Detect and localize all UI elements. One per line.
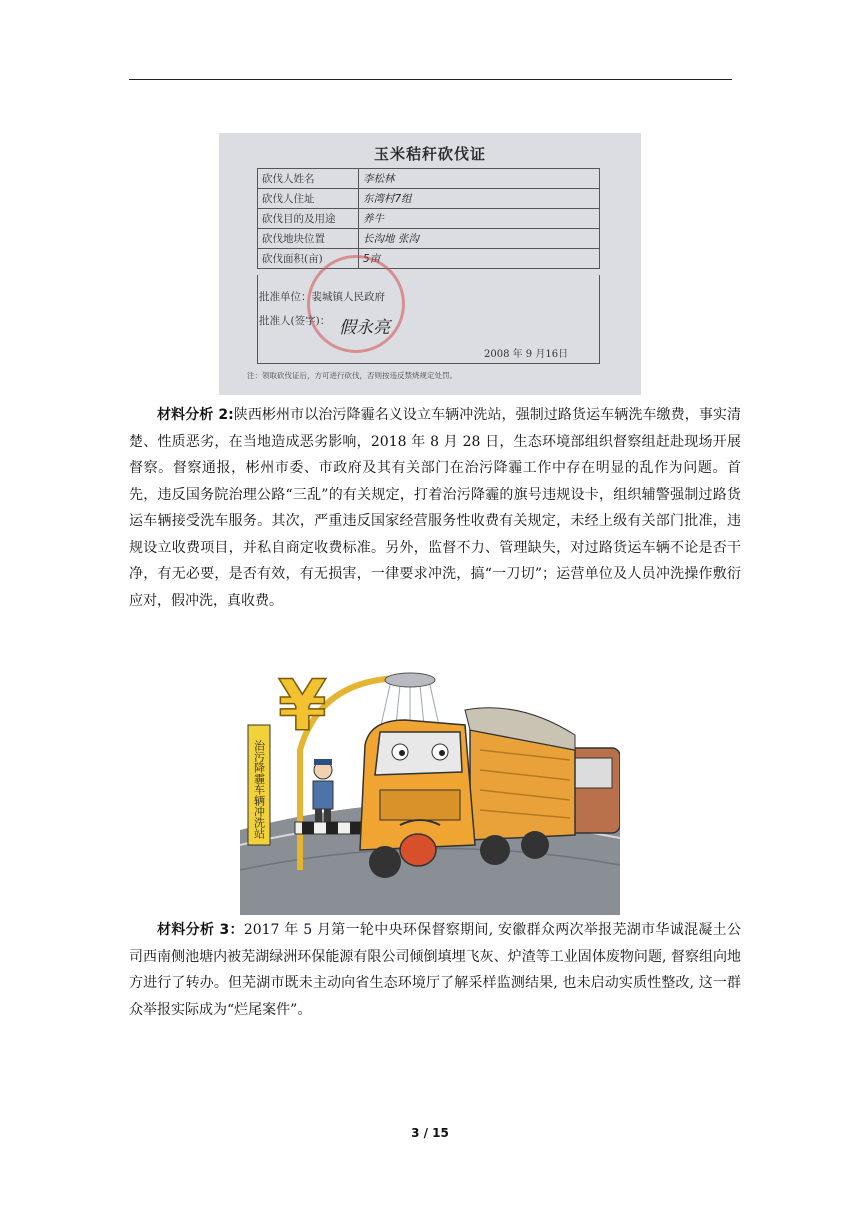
paragraph-text: 陕西彬州市以治污降霾名义设立车辆冲洗站，强制过路货运车辆洗车缴费，事实清楚、性质恶劣，在当地造成恶劣影响，2018 年 8 月 28 日，生态环境部组织督察组赶赴现场开展督察。督察通报，彬州市委、市政府及其有关部门在治污降霾工作中存在明显的乱作为问题。首先，违反国务院治理公路“三乱”的有关规定，打着治污降霾的旗号违规设卡，组织辅警强制过路货运车辆接受洗车服务。其次，严重违反国家经营服务性收费有关规定，未经上级有关部门批准，违规设立收费项目，并私自商定收费标准。另外，监督不力、管理缺失，对过路货运车辆不论是否干净，有无必要，是否有效，有无损害，一律要求冲洗，搞“一刀切”；运营单位及人员冲洗操作敷衍应对，假冲洗，真收费。 [129, 407, 742, 609]
certificate-row [258, 249, 600, 269]
paragraph-lead: 材料分析 2: [157, 407, 234, 423]
approver-signature: 假永亮 [339, 318, 390, 338]
paragraph-text: 2017 年 5 月第一轮中央环保督察期间, 安徽群众两次举报芜湖市华诚混凝土公司西南侧池塘内被芜湖绿洲环保能源有限公司倾倒填埋飞灰、炉渣等工业固体废物问题, 督察组向地方进行了转办。但芜湖市既未主动向省生态环境厅了解采样监测结果, 也未启动实质性整改, 这一群众举报实际成为“烂尾案件”。 [129, 922, 741, 1018]
row-value: 东湾村7组 [359, 189, 600, 209]
approver-label: 批准人(签字)： [259, 315, 331, 327]
official-stamp [307, 255, 405, 353]
row-value: 长沟地 张沟 [359, 229, 600, 249]
certificate-row [258, 209, 600, 229]
certificate-row [258, 169, 600, 189]
analysis-paragraph-3 [129, 917, 741, 1023]
certificate-photo [219, 133, 641, 395]
car-wash-cartoon [240, 640, 620, 915]
row-label: 砍伐人住址 [258, 189, 359, 209]
certificate-title: 玉米秸秆砍伐证 [373, 145, 486, 163]
yen-sign: ¥ [278, 665, 327, 747]
analysis-paragraph-2 [129, 402, 741, 614]
row-label: 砍伐目的及用途 [258, 209, 359, 229]
row-label: 砍伐面积(亩) [258, 249, 359, 269]
approval-unit: 批准单位：裴城镇人民政府 [259, 291, 385, 303]
certificate-table [257, 168, 600, 269]
certificate-date: 2008 年 9 月16日 [484, 349, 569, 360]
row-label: 砍伐人姓名 [258, 169, 359, 189]
certificate-row [258, 189, 600, 209]
certificate-row [258, 229, 600, 249]
sign-text: 治污降霾车辆冲洗站 [252, 740, 266, 839]
certificate-note: 注：领取砍伐证后，方可进行砍伐，否则按违反禁烧规定处罚。 [247, 371, 457, 380]
row-value: 李松林 [359, 169, 600, 189]
page-number: 3 / 15 [411, 1126, 449, 1140]
header-rule [129, 79, 732, 80]
row-value: 5亩 [359, 249, 600, 269]
row-value: 养牛 [359, 209, 600, 229]
row-label: 砍伐地块位置 [258, 229, 359, 249]
paragraph-lead: 材料分析 3： [157, 922, 244, 938]
